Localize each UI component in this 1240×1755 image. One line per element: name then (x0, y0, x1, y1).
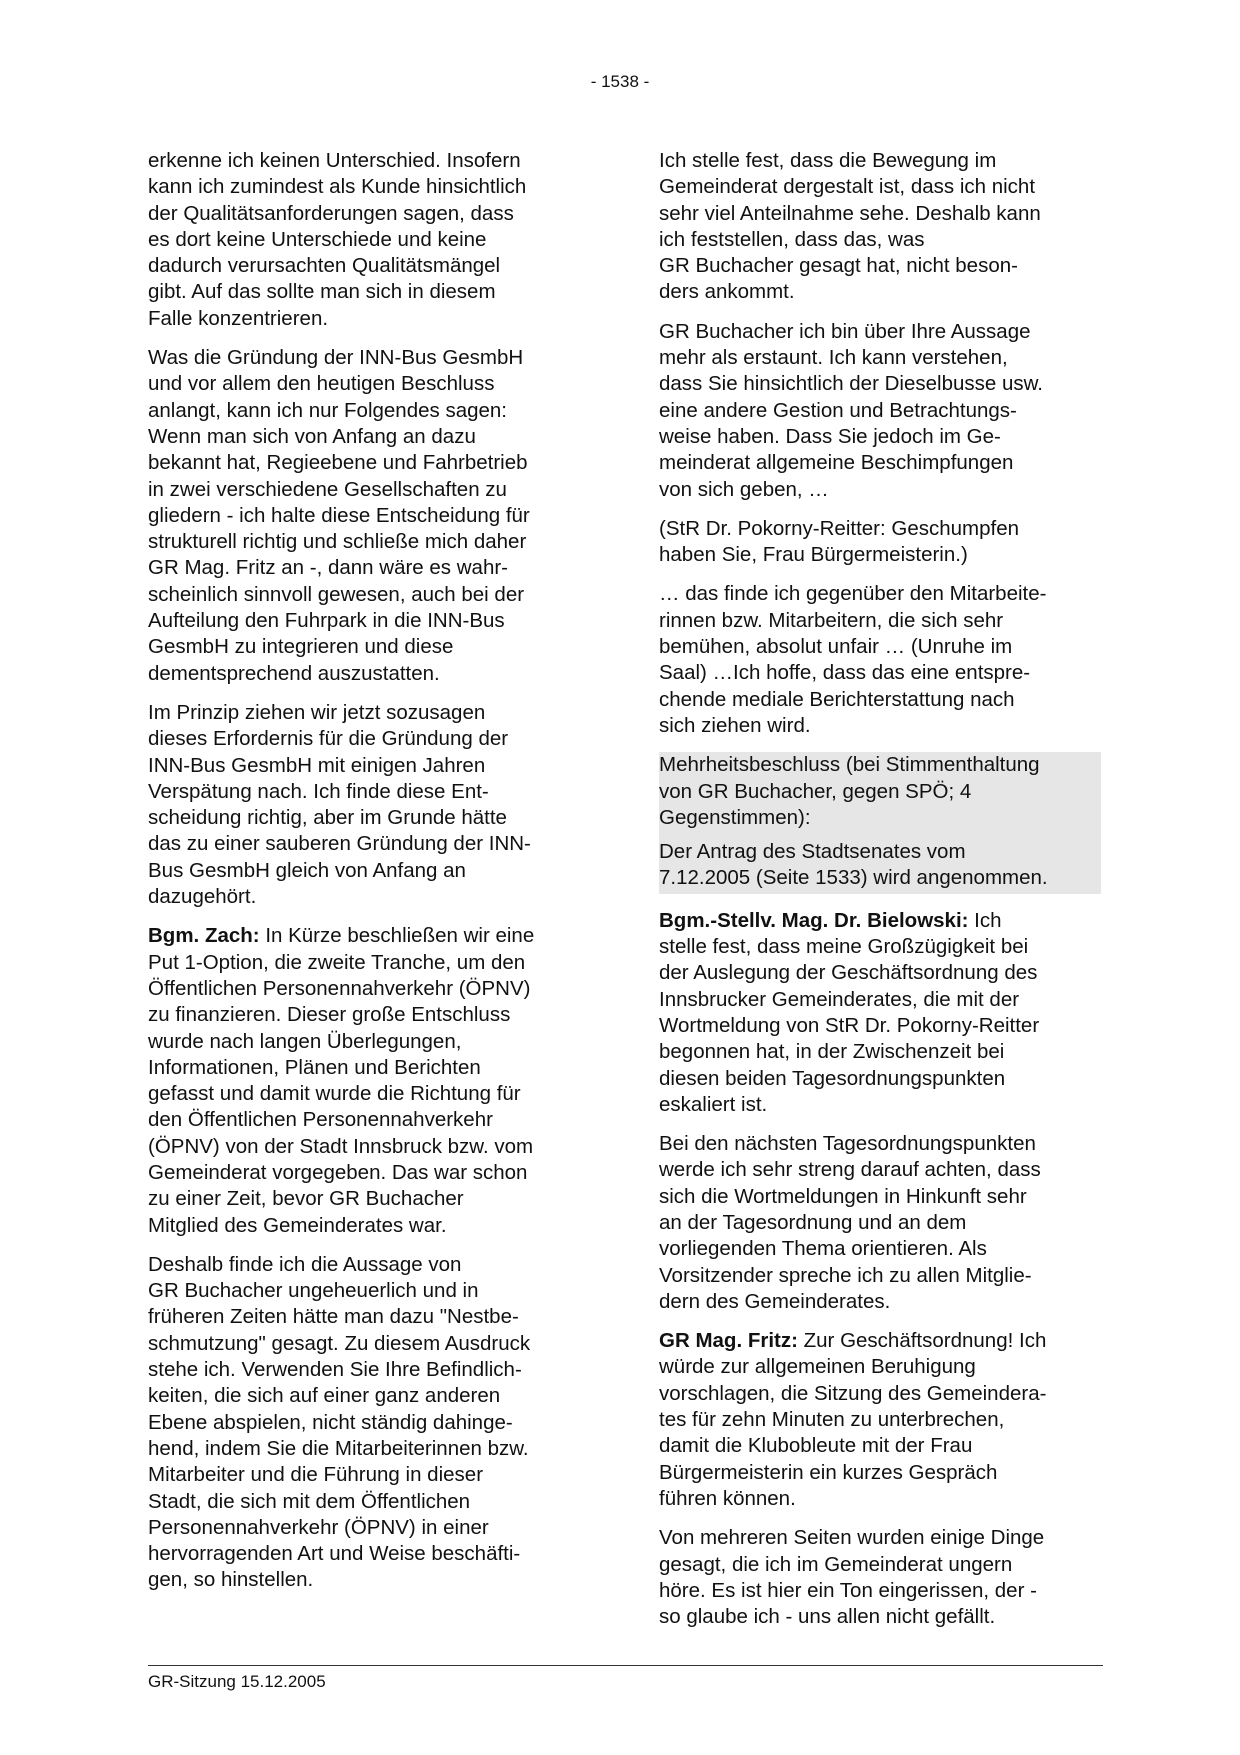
paragraph: erkenne ich keinen Unterschied. Insofern kann ich zumindest als Kunde hinsichtlich der Qualitätsanforderungen sagen, dass es dort keine Unterschiede und keine dadurch verursachten Qualitätsmängel gibt. Auf das sollte man sich in diesem Falle konzentrieren. (148, 149, 527, 330)
speaker-name: GR Mag. Fritz: (659, 1329, 798, 1353)
paragraph: Deshalb finde ich die Aussage von GR Buchacher ungeheuerlich und in früheren Zeiten hätte man dazu "Nestbe- schmutzung" gesagt. Zu diesem Ausdruck stehe ich. Verwenden Sie Ihre Befindlich- keiten, die sich auf einer ganz anderen Ebene abspielen, nicht ständig dahinge- hend, indem Sie die Mitarbeiterinnen bzw. Mitarbeiter und die Führung in dieser Stadt, die sich mit dem Öffentlichen Personennahverkehr (ÖPNV) in einer hervorragenden Art und Weise beschäfti- gen, so hinstellen. (148, 1252, 531, 1592)
interjection: (StR Dr. Pokorny-Reitter: Geschumpfen haben Sie, Frau Bürgermeisterin.) (659, 516, 1020, 567)
paragraph: GR Buchacher ich bin über Ihre Aussage mehr als erstaunt. Ich kann verstehen, dass Sie hinsichtlich der Dieselbusse usw. eine andere Gestion und Betrachtungs- weise haben. Dass Sie jedoch im Ge- meinderat allgemeine Beschimpfungen von sich geben, … (659, 319, 1043, 501)
paragraph: Im Prinzip ziehen wir jetzt sozusagen dieses Erfordernis für die Gründung der INN-Bus GesmbH mit einigen Jahren Verspätung nach. Ich finde diese Ent- scheidung richtig, aber im Grunde hätte das zu einer sauberen Gründung der INN- Bus GesmbH gleich von Anfang an dazugehört. (148, 700, 531, 909)
paragraph: … das finde ich gegenüber den Mitarbeite- rinnen bzw. Mitarbeitern, die sich sehr bemühen, absolut unfair … (Unruhe im Saal) …Ich hoffe, dass das eine entspre- chende mediale Berichterstattung nach sich ziehen wird. (659, 582, 1047, 737)
speaker-paragraph: Bgm.-Stellv. Mag. Dr. Bielowski: Ich stelle fest, dass meine Großzügigkeit bei der Auslegung der Geschäftsordnung des Innsbrucker Gemeinderates, die mit der Wortmeldung von StR Dr. Pokorny-Reitter begonnen hat, in der Zwischenzeit bei diesen beiden Tagesordnungspunkten eskaliert ist. (659, 908, 1040, 1116)
speaker-name: Bgm. Zach: (148, 924, 260, 948)
paragraph: Bei den nächsten Tagesordnungspunkten werde ich sehr streng darauf achten, dass sich die Wortmeldungen in Hinkunft sehr an der Tagesordnung und an dem vorliegenden Thema orientieren. Als Vorsitzender spreche ich zu allen Mitglie- dern des Gemeinderates. (659, 1132, 1041, 1313)
right-column (659, 148, 1099, 1643)
paragraph: Ich stelle fest, dass die Bewegung im Gemeinderat dergestalt ist, dass ich nicht sehr viel Anteilnahme sehe. Deshalb kann ich feststellen, dass das, was GR Buchacher gesagt hat, nicht beson- ders ankommt. (659, 149, 1041, 304)
resolution-box (659, 752, 1101, 893)
footer-divider (148, 1665, 1103, 1666)
speaker-paragraph: Bgm. Zach: In Kürze beschließen wir eine Put 1-Option, die zweite Tranche, um den Öffentlichen Personennahverkehr (ÖPNV) zu finanzieren. Dieser große Entschluss wurde nach langen Überlegungen, Informationen, Plänen und Berichten gefasst und damit wurde die Richtung für den Öffentlichen Personennahverkehr (ÖPNV) von der Stadt Innsbruck bzw. vom Gemeinderat vorgegeben. Das war schon zu einer Zeit, bevor GR Buchacher Mitglied des Gemeinderates war. (148, 924, 535, 1237)
paragraph: Was die Gründung der INN-Bus GesmbH und vor allem den heutigen Beschluss anlangt, kann ich nur Folgendes sagen: Wenn man sich von Anfang an dazu bekannt hat, Regieebene und Fahrbetrieb in zwei verschiedene Gesellschaften zu gliedern - ich halte diese Entscheidung für strukturell richtig und schließe mich daher GR Mag. Fritz an -, dann wäre es wahr- scheinlich sinnvoll gewesen, auch bei der Aufteilung den Fuhrpark in die INN-Bus GesmbH zu integrieren und diese dementsprechend auszustatten. (148, 346, 530, 685)
paragraph: Von mehreren Seiten wurden einige Dinge gesagt, die ich im Gemeinderat ungern höre. Es ist hier ein Ton eingerissen, der - so glaube ich - uns allen nicht gefällt. (659, 1526, 1045, 1629)
page-number: - 1538 - (590, 72, 650, 91)
speaker-name: Bgm.-Stellv. Mag. Dr. Bielowski: (659, 908, 969, 932)
resolution-text: Der Antrag des Stadtsenates vom 7.12.2005 (Seite 1533) wird angenommen. (659, 840, 1048, 890)
resolution-vote: Mehrheitsbeschluss (bei Stimmenthaltung von GR Buchacher, gegen SPÖ; 4 Gegenstimmen): (659, 753, 1040, 829)
left-column (148, 148, 588, 1607)
footer-session-date: GR-Sitzung 15.12.2005 (148, 1672, 326, 1691)
speaker-paragraph: GR Mag. Fritz: Zur Geschäftsordnung! Ich würde zur allgemeinen Beruhigung vorschlagen, die Sitzung des Gemeindera- tes für zehn Minuten zu unterbrechen, damit die Klubobleute mit der Frau Bürgermeisterin ein kurzes Gespräch führen können. (659, 1329, 1047, 1510)
